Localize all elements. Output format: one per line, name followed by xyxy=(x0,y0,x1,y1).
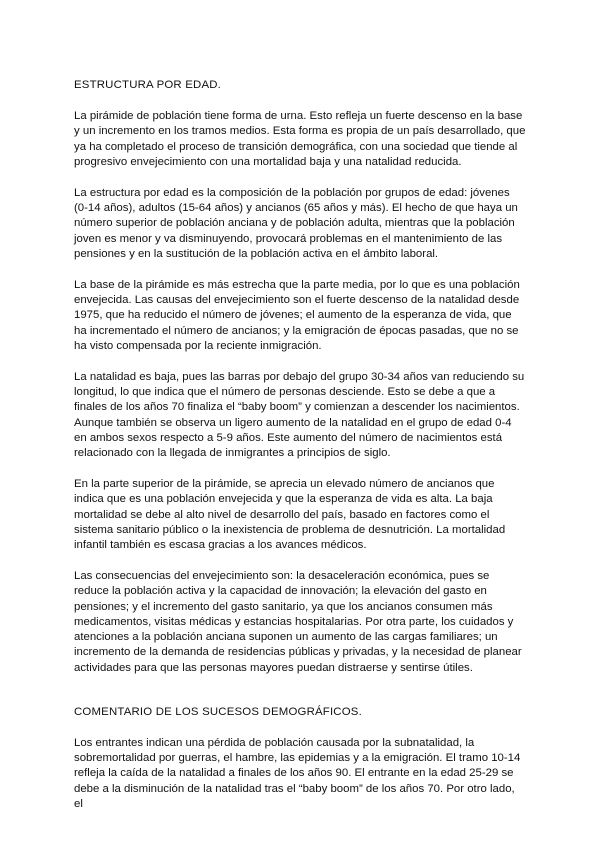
section-heading-estructura: ESTRUCTURA POR EDAD. xyxy=(74,79,222,91)
paragraph: La base de la pirámide es más estrecha que la parte media, por lo que es una población envejecida. Las causas del envejecimiento son el fuerte descenso de la natalidad desde 1975, que ha reducido el número de jóvenes; el aumento de la esperanza de vida, que ha incrementado el número de ancianos; y la emigración de épocas pasadas, que no se ha visto compensada por la reciente inmigración. xyxy=(74,279,520,352)
paragraph: La pirámide de población tiene forma de urna. Esto refleja un fuerte descenso en la base y un incremento en los tramos medios. Esta forma es propia de un país desarrollado, que ya ha completado el proceso de transición demográfica, con una sociedad que tiende al progresivo envejecimiento con una mortalidad baja y una natalidad reducida. xyxy=(74,110,526,168)
paragraph: En la parte superior de la pirámide, se aprecia un elevado número de ancianos que indica que es una población envejecida y que la esperanza de vida es alta. La baja mortalidad se debe al alto nivel de desarrollo del país, basado en factores como el sistema sanitario público o la inexistencia de problema de desnutrición. La mortalidad infantil también es escasa gracias a los avances médicos. xyxy=(74,478,506,552)
paragraph: Los entrantes indican una pérdida de población causada por la subnatalidad, la sobremortalidad por guerras, el hambre, las epidemias y a la emigración. El tramo 10-14 refleja la caída de la natalidad a finales de los años 90. El entrante en la edad 25-29 se debe a la disminución de la natalidad tras el “baby boom” de los años 70. Por otro lado, el xyxy=(74,736,521,810)
paragraph: Las consecuencias del envejecimiento son: la desaceleración económica, pues se reduce la población activa y la capacidad de innovación; la elevación del gasto en pensiones; y el incremento del gasto sanitario, ya que los ancianos consumen más medicamentos, visitas médicas y estancias hospitalarias. Por otra parte, los cuidados y atenciones a la población anciana suponen un aumento de las cargas familiares; un incremento de la demanda de residencias públicas y privadas, y la necesidad de planear actividades para que las personas mayores puedan distraerse y sentirse útiles. xyxy=(74,570,522,674)
paragraph: La natalidad es baja, pues las barras por debajo del grupo 30-34 años van reduciendo su longitud, lo que indica que el número de personas desciende. Esto se debe a que a finales de los años 70 finaliza el “baby boom” y comienzan a descender los nacimientos. Aunque también se observa un ligero aumento de la natalidad en el grupo de edad 0-4 en ambos sexos respecto a 5-9 años. Este aumento del número de nacimientos está relacionado con la llegada de inmigrantes a principios de siglo. xyxy=(74,371,525,460)
section-heading-comentario: COMENTARIO DE LOS SUCESOS DEMOGRÁFICOS. xyxy=(74,705,362,718)
paragraph: La estructura por edad es la composición de la población por grupos de edad: jóvenes (0-14 años), adultos (15-64 años) y ancianos (65 años y más). El hecho de que haya un número superior de población anciana y de población adulta, mientras que la población joven es menor y va disminuyendo, provocará problemas en el mantenimiento de las pensiones y en la sustitución de la población activa en el ámbito laboral. xyxy=(74,187,518,260)
document-page xyxy=(74,78,526,828)
